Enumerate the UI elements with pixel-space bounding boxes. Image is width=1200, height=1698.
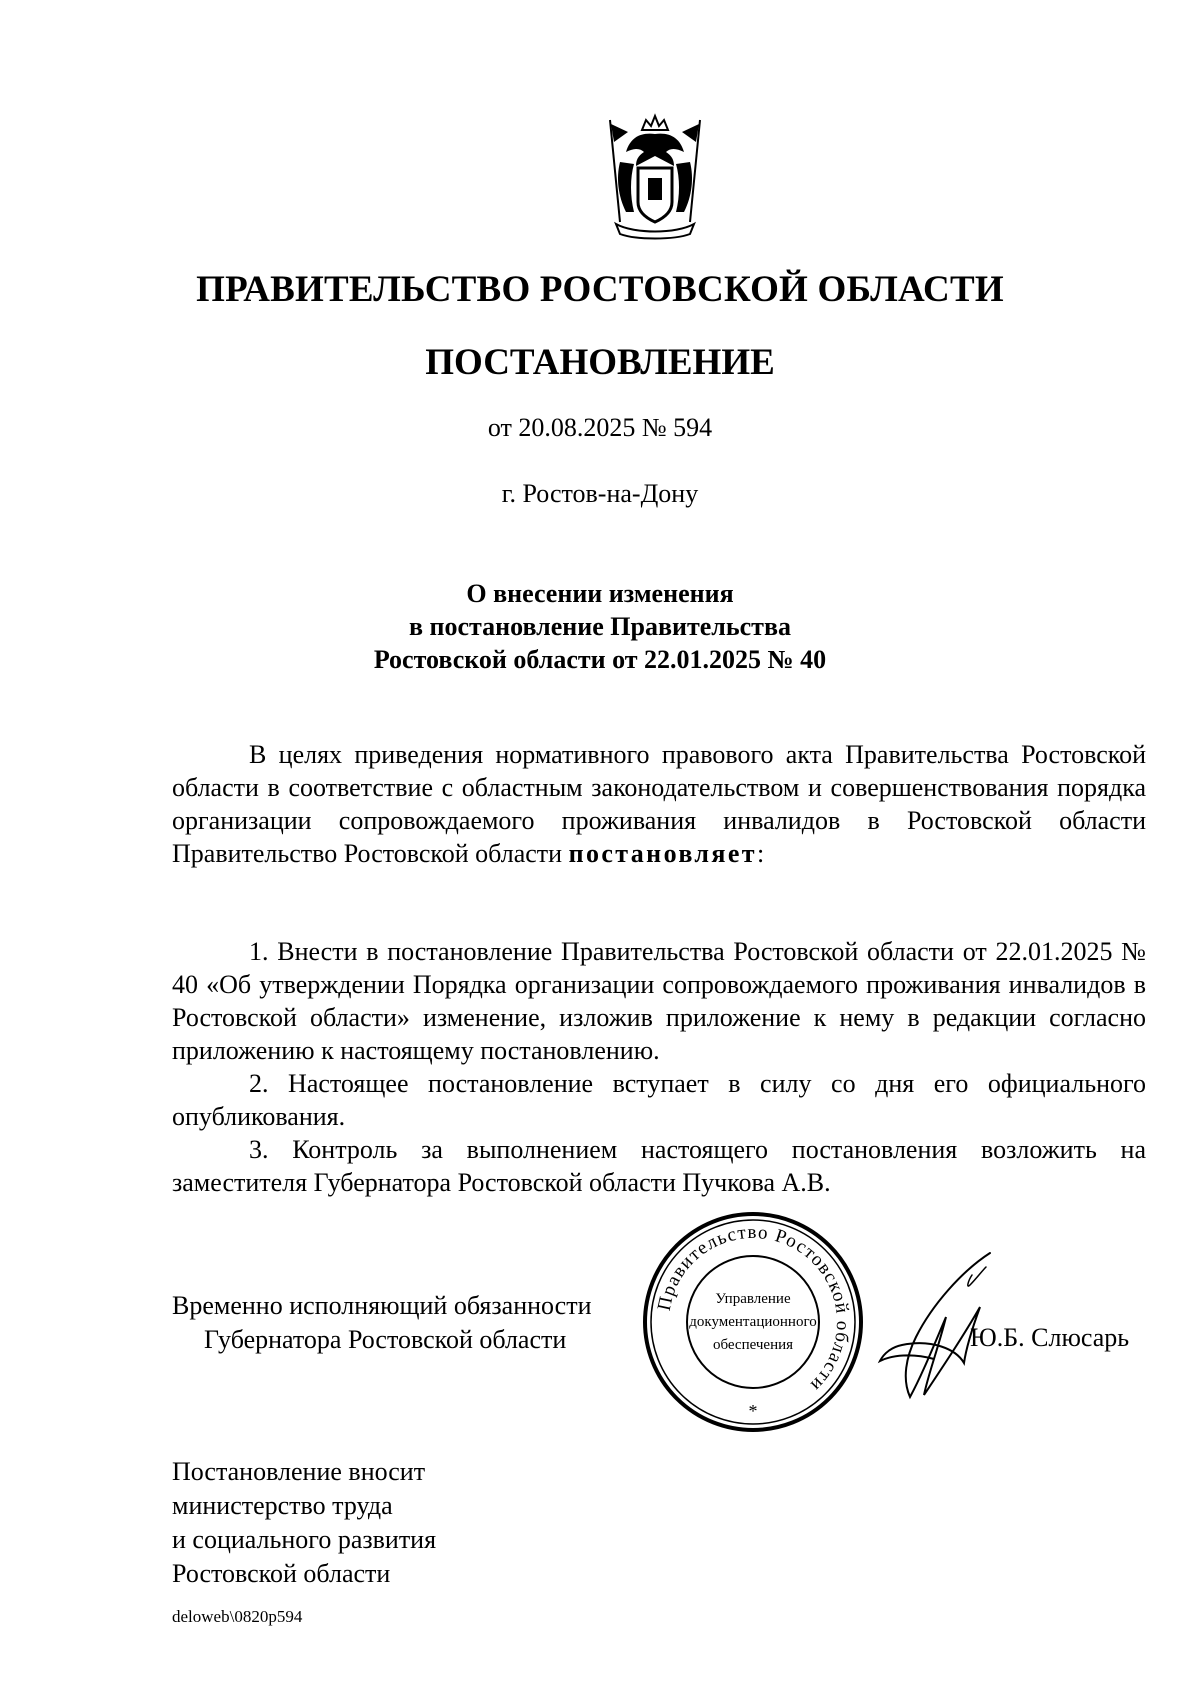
stamp-inner-line: обеспечения — [712, 1337, 794, 1353]
preamble-text: В целях приведения нормативного правового акта Правительства Ростовской области в соответствие с областным законодательством и совершенствования порядка организации сопровождаемого проживания инвалидов в Ростовской области Правительство Ростовской области — [172, 740, 1146, 868]
coat-of-arms-emblem — [590, 112, 720, 242]
document-city: г. Ростов-на-Дону — [501, 479, 699, 508]
preamble-colon: : — [756, 839, 765, 868]
resolve-verb: постановляет — [568, 839, 757, 868]
footer-line: министерство труда — [172, 1491, 393, 1520]
document-type: ПОСТАНОВЛЕНИЕ — [425, 342, 775, 383]
signer-position-line: Временно исполняющий обязанности — [172, 1291, 592, 1320]
footer-line: Ростовской области — [172, 1559, 391, 1588]
subject-line: Ростовской области от 22.01.2025 № 40 — [373, 645, 827, 674]
footer-line: и социального развития — [172, 1525, 437, 1554]
document-subject — [0, 577, 1200, 676]
resolution-item: 1. Внести в постановление Правительства Ростовской области от 22.01.2025 № 40 «Об утверждении Порядка организации сопровождаемого проживания инвалидов в Ростовской области» изменение, изложив приложение к нему в редакции согласно приложению к настоящему постановлению. — [172, 937, 1146, 1065]
stamp-outer-text: Правительство Ростовской области — [653, 1221, 854, 1397]
submitting-ministry — [172, 1455, 436, 1591]
document-reference: deloweb\0820p594 — [172, 1607, 303, 1626]
stamp-star: * — [748, 1401, 758, 1421]
resolution-item: 2. Настоящее постановление вступает в силу со дня его официального опубликования. — [172, 1069, 1146, 1131]
document-date-number: от 20.08.2025 № 594 — [487, 413, 713, 442]
subject-line: в постановление Правительства — [408, 612, 791, 641]
subject-line: О внесении изменения — [466, 579, 734, 608]
signer-position — [172, 1289, 592, 1357]
government-name: ПРАВИТЕЛЬСТВО РОСТОВСКОЙ ОБЛАСТИ — [196, 269, 1004, 310]
official-stamp — [642, 1211, 864, 1433]
stamp-inner-line: документационного — [689, 1314, 817, 1330]
stamp-inner-line: Управление — [715, 1291, 791, 1307]
resolution-item: 3. Контроль за выполнением настоящего постановления возложить на заместителя Губернатора Ростовской области Пучкова А.В. — [172, 1135, 1146, 1197]
preamble — [172, 738, 1146, 870]
signer-position-line: Губернатора Ростовской области — [204, 1325, 567, 1354]
footer-line: Постановление вносит — [172, 1457, 426, 1486]
signer-name: Ю.Б. Слюсарь — [970, 1323, 1130, 1352]
resolution-items — [172, 935, 1146, 1199]
